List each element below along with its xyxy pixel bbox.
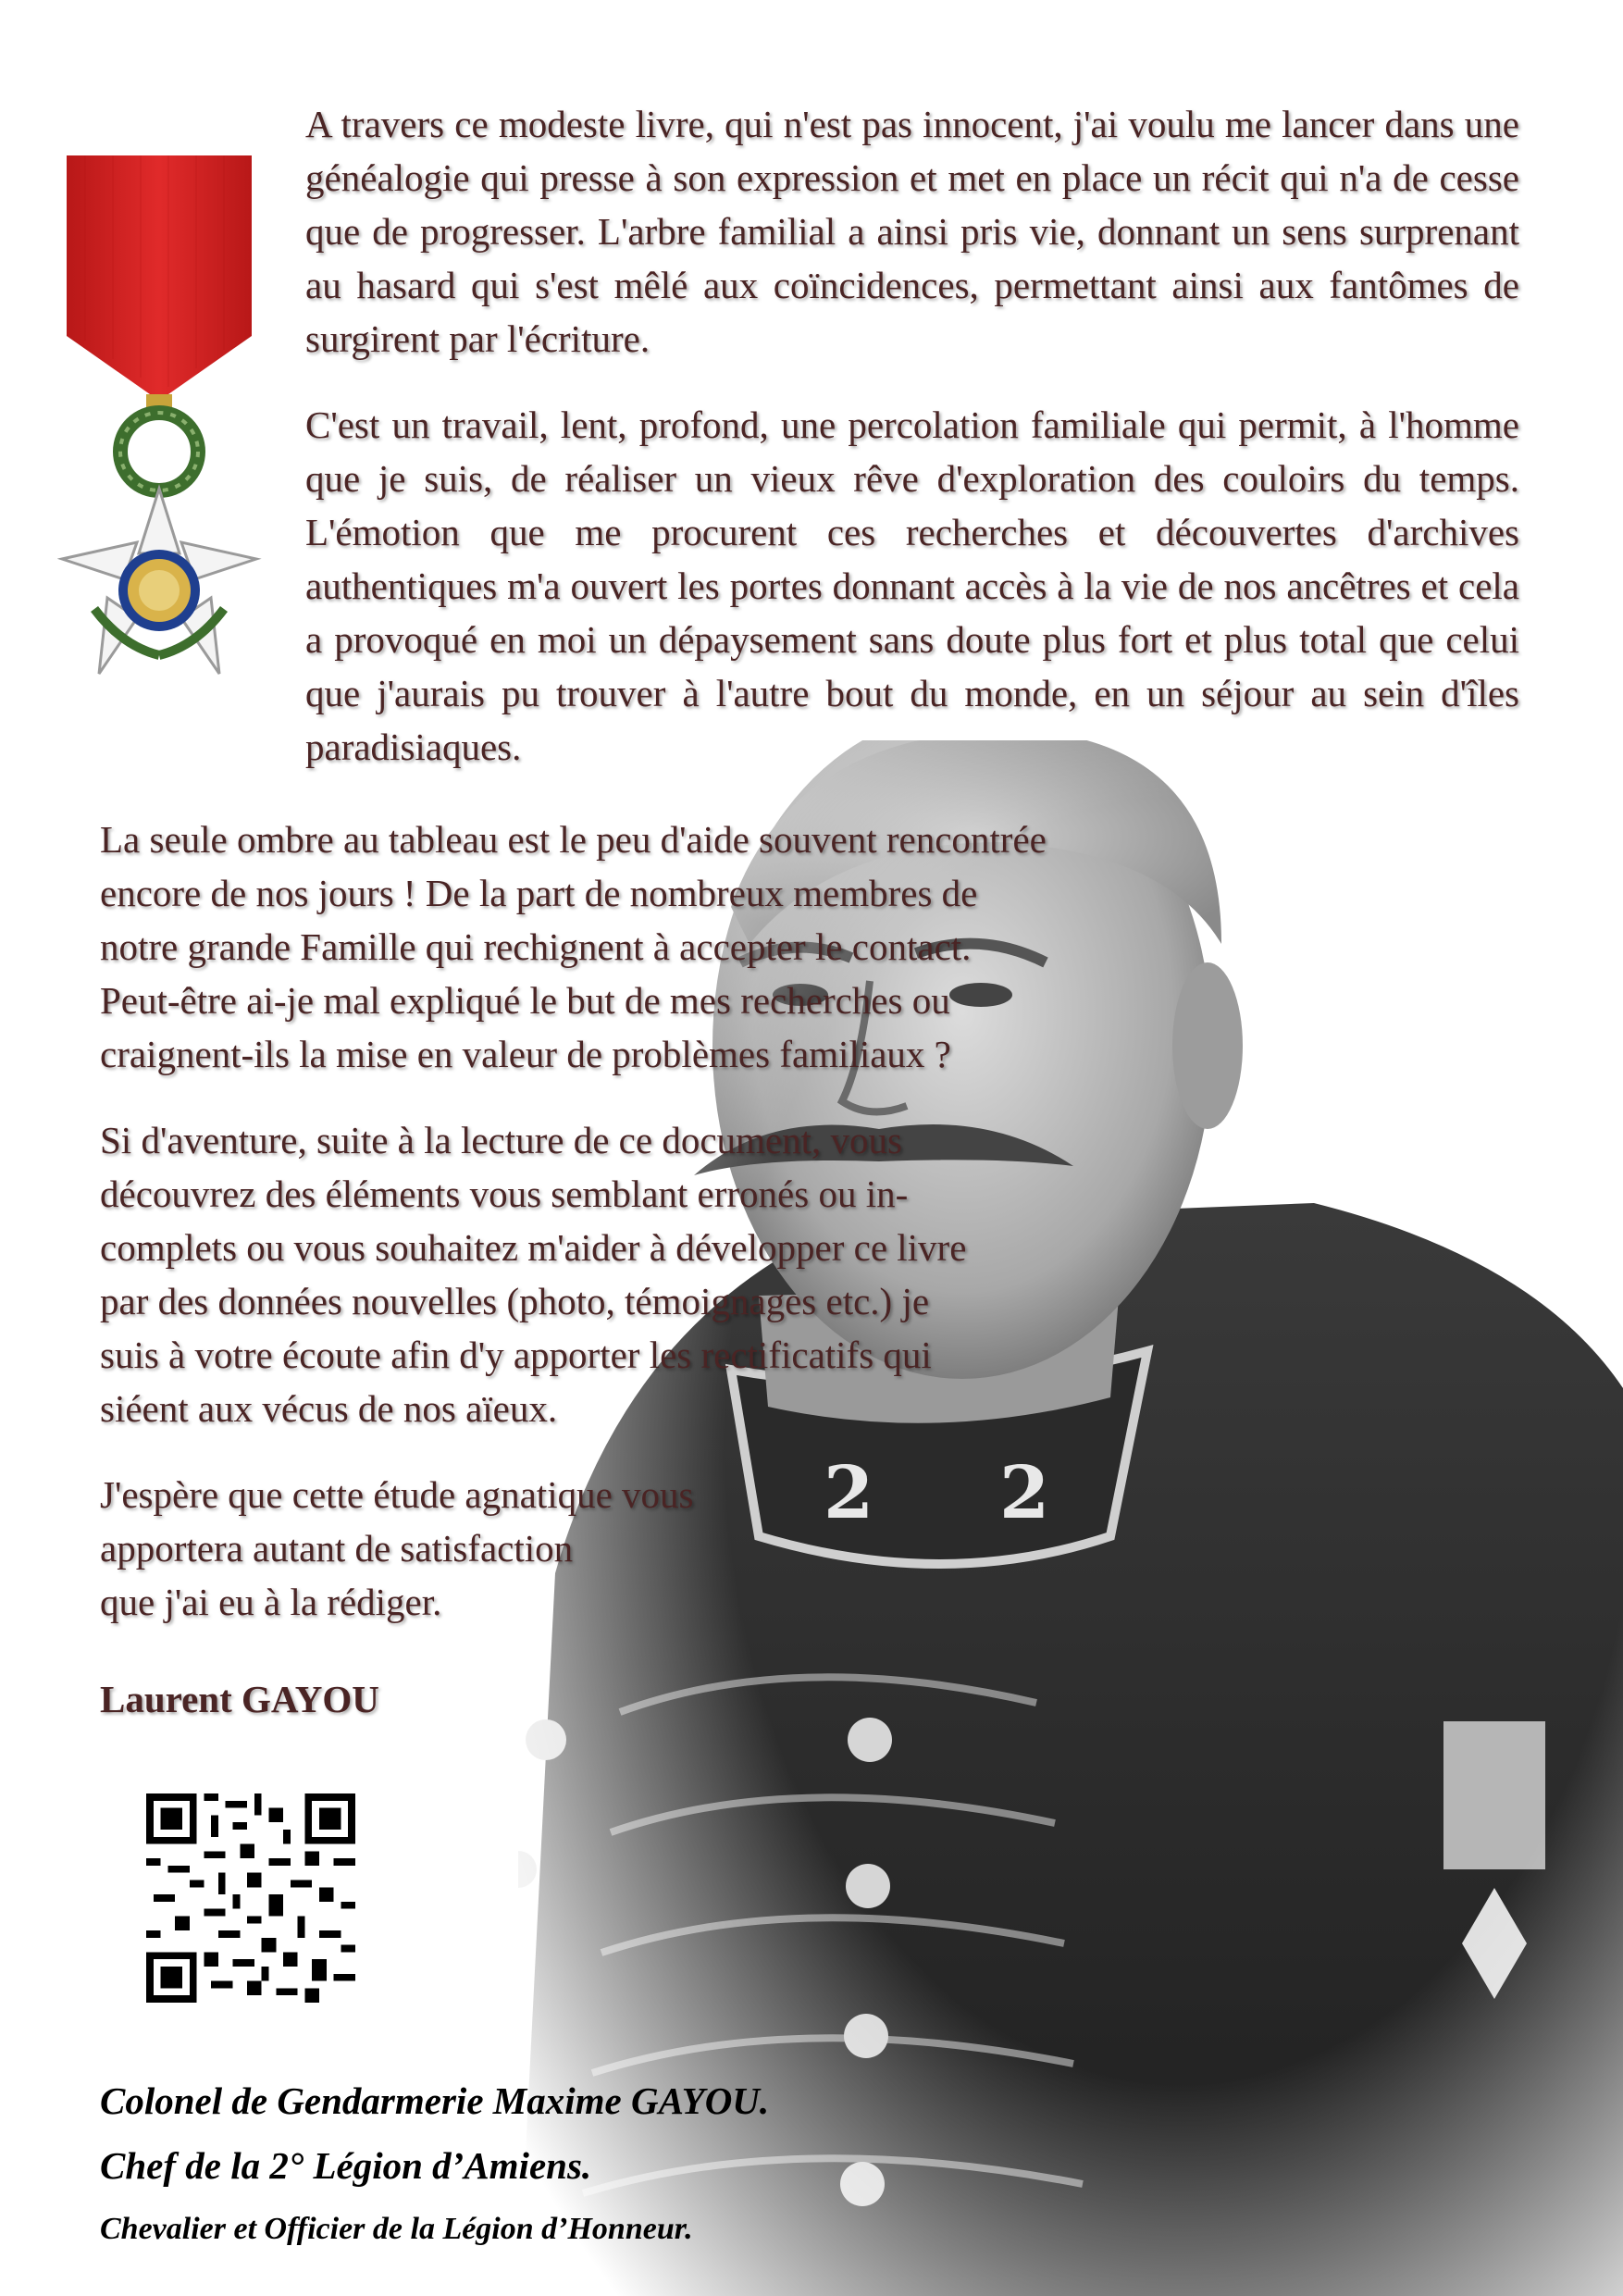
body-paragraph-3: La seule ombre au tableau est le peu d'aide souvent rencontrée encore de nos jours ! De la part de nombreux membres de notre grande Famille qui rechignent à accepter le contact. Peut-être ai-je mal expliqué le but de mes recherches ou craignent-ils la mise en valeur de problèmes familiaux ? [100,818,1047,1075]
caption-line-1: Colonel de Gendarmerie Maxime GAYOU. [100,2079,770,2122]
body-paragraph-5: J'espère que cette étude agnatique vous apportera autant de satisfaction que j'ai eu à la rédiger. [100,1473,694,1623]
caption-line-2: Chef de la 2° Légion d’Amiens. [100,2144,592,2187]
intro-paragraph-2: C'est un travail, lent, profond, une percolation familiale qui permit, à l'homme que je suis, de réaliser un vieux rêve d'exploration des couloirs du temps. L'émotion que me procurent ces recherches et découvertes d'archives authentiques m'a ouvert les portes donnant accès à la vie de nos ancêtres et cela a provoqué en moi un dépaysement sans doute plus fort et plus total que celui que j'aurais pu trouver à l'autre bout du monde, en un séjour au sein d'îles paradisiaques. [305,403,1519,768]
intro-paragraph-1: A travers ce modeste livre, qui n'est pas innocent, j'ai voulu me lancer dans une généalogie qui presse à son expression et met en place un récit qui n'a de cesse que de progresser. L'arbre familial a ainsi pris vie, donnant un sens surprenant au hasard qui s'est mêlé aux coïncidences, permettant ainsi aux fantômes de surgirent par l'écriture. [305,103,1519,360]
qr-code-icon[interactable] [146,1793,355,2003]
caption-line-3: Chevalier et Officier de la Légion d’Honneur. [100,2212,693,2246]
body-text [100,813,1164,1629]
legion-of-honour-medal-icon [57,155,279,709]
author-signature: Laurent GAYOU [100,1678,379,1720]
intro-text [305,97,1519,774]
body-paragraph-4: Si d'aventure, suite à la lecture de ce document, vous découvrez des éléments vous semblant erronés ou in- complets ou vous souhaitez m'aider à développer ce livre par des données nouvelles (photo, témoignages etc.) je suis à votre écoute afin d'y apporter les rectificatifs qui siéent aux vécus de nos aïeux. [100,1119,967,1430]
